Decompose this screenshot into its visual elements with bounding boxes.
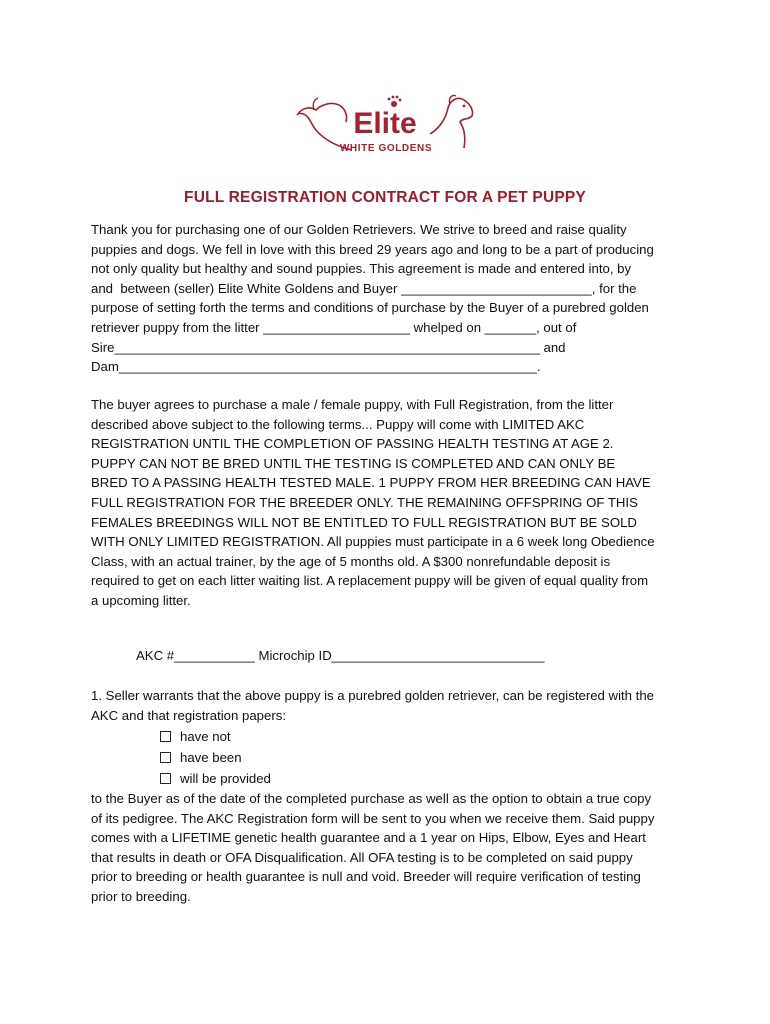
logo-graphic — [290, 88, 480, 168]
logo-brand-sub: WHITE GOLDENS — [339, 143, 433, 154]
terms-line: required to get on each litter waiting list. A replacement puppy will be given of equal quality from — [91, 573, 649, 589]
terms-line: PUPPY CAN NOT BE BRED UNTIL THE TESTING IS COMPLETED AND CAN ONLY BE — [91, 455, 616, 471]
intro-line: Dam_________________________________________________________. — [91, 359, 541, 375]
closing-paragraph — [91, 789, 691, 907]
page-title: FULL REGISTRATION CONTRACT FOR A PET PUPPY — [184, 189, 586, 206]
intro-line: puppies and dogs. We fell in love with this breed 29 years ago and long to be a part of producing — [91, 241, 654, 257]
intro-paragraph — [91, 220, 691, 377]
section-1-paragraph — [91, 686, 691, 725]
intro-line: retriever puppy from the litter ____________________ whelped on _______, out of — [91, 319, 577, 335]
terms-paragraph — [91, 395, 691, 611]
option-have-not[interactable] — [160, 726, 271, 747]
closing-line: to the Buyer as of the date of the completed purchase as well as the option to obtain a true copy — [91, 791, 652, 806]
option-label: have been — [180, 750, 242, 765]
closing-line: prior to breeding. — [91, 888, 191, 904]
option-label: will be provided — [180, 771, 271, 786]
closing-line: prior to breeding or health guarantee is null and void. Breeder will require verification of testing — [91, 869, 641, 885]
terms-line: Class, with an actual trainer, by the age of 5 months old. A $300 nonrefundable deposit is — [91, 553, 611, 569]
intro-line: Thank you for purchasing one of our Golden Retrievers. We strive to breed and raise quality — [91, 222, 627, 237]
option-label: have not — [180, 729, 231, 744]
section-1-line: AKC and that registration papers: — [91, 707, 286, 723]
closing-line: of its pedigree. The AKC Registration form will be sent to you when we receive them. Said puppy — [91, 810, 655, 826]
paw-print-icon — [388, 96, 402, 107]
checkbox[interactable] — [160, 773, 171, 784]
logo-brand-word: Elite — [353, 107, 417, 140]
checkbox[interactable] — [160, 752, 171, 763]
terms-line: FEMALES BREEDINGS WILL NOT BE ENTITLED TO FULL REGISTRATION BUT BE SOLD — [91, 514, 637, 530]
closing-line: comes with a LIFETIME genetic health guarantee and a 1 year on Hips, Elbow, Eyes and Heart — [91, 830, 646, 846]
terms-line: BRED TO A PASSING HEALTH TESTED MALE. 1 PUPPY FROM HER BREEDING CAN HAVE — [91, 475, 651, 491]
right-dog-outline-icon — [430, 98, 473, 148]
closing-line: that results in death or OFA Disqualification. All OFA testing is to be completed on said puppy — [91, 849, 633, 865]
checkbox[interactable] — [160, 731, 171, 742]
intro-line: and between (seller) Elite White Goldens and Buyer __________________________, for the — [91, 280, 637, 296]
section-1-line: 1. Seller warrants that the above puppy is a purebred golden retriever, can be registered with the — [91, 688, 654, 703]
terms-line: a upcoming litter. — [91, 592, 191, 608]
terms-line: The buyer agrees to purchase a male / female puppy, with Full Registration, from the litter — [91, 397, 614, 412]
intro-line: not only quality but healthy and sound puppies. This agreement is made and entered into, by — [91, 261, 632, 277]
terms-line: WITH ONLY LIMITED REGISTRATION. All puppies must participate in a 6 week long Obedience — [91, 534, 655, 550]
intro-line: purpose of setting forth the terms and conditions of purchase by the Buyer of a purebred golden — [91, 300, 649, 316]
intro-line: Sire__________________________________________________________ and — [91, 339, 566, 355]
terms-line: FULL REGISTRATION FOR THE BREEDER ONLY. THE REMAINING OFFSPRING OF THIS — [91, 494, 638, 510]
option-have-been[interactable] — [160, 747, 271, 768]
terms-line: described above subject to the following terms... Puppy will come with LIMITED AKC — [91, 416, 585, 432]
elite-white-goldens-logo — [290, 88, 480, 168]
akc-microchip-line: AKC #___________ Microchip ID_____________________________ — [136, 648, 545, 663]
option-will-be-provided[interactable] — [160, 768, 271, 789]
registration-papers-options — [160, 726, 271, 789]
terms-line: REGISTRATION UNTIL THE COMPLETION OF PASSING HEALTH TESTING AT AGE 2. — [91, 436, 614, 452]
